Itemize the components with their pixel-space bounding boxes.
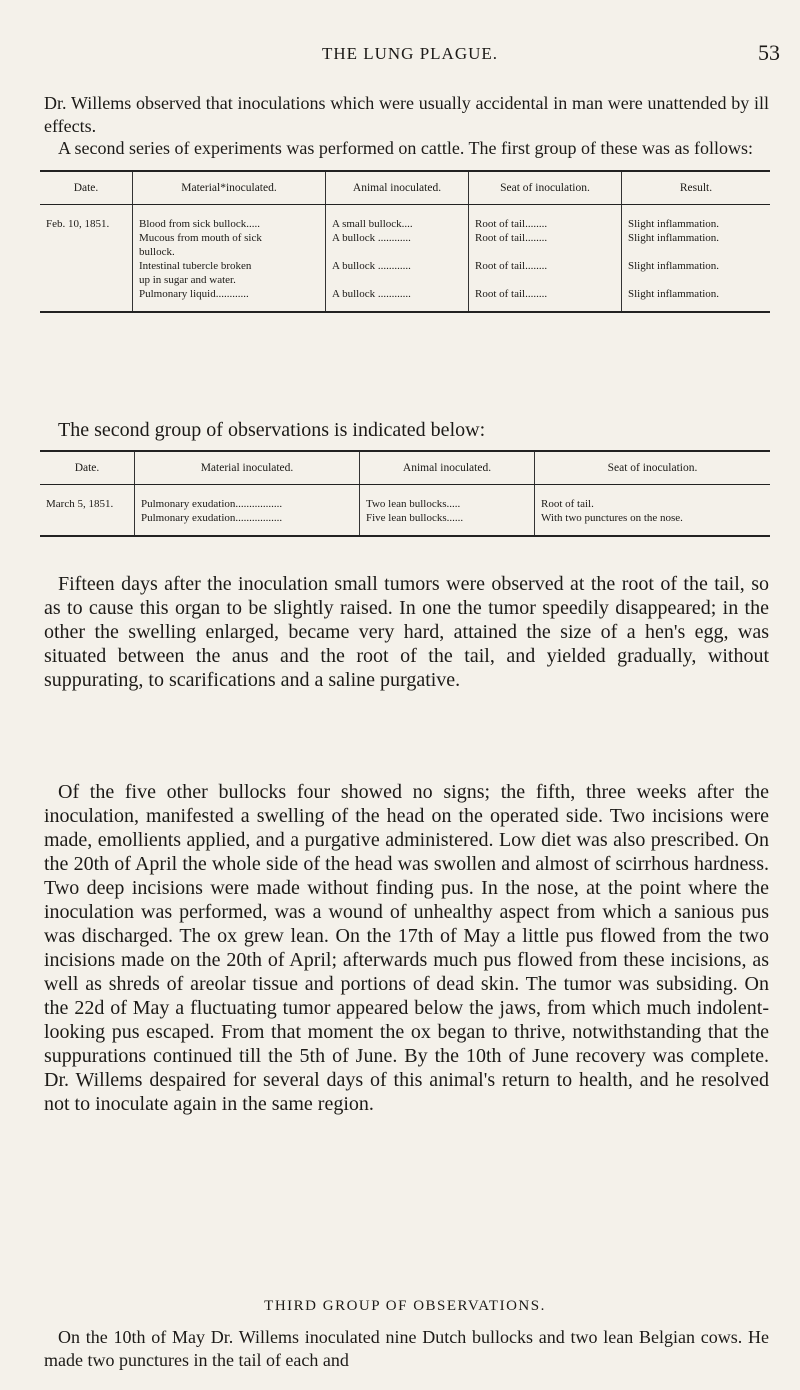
date-value: March 5, 1851. [46, 498, 114, 510]
seat-value: Root of tail........ [475, 218, 548, 230]
column-header-date: Date. [40, 451, 135, 485]
animal-value: Two lean bullocks..... [366, 498, 461, 510]
running-title: THE LUNG PLAGUE. [321, 44, 499, 63]
spacer [332, 273, 462, 287]
animal-value: A bullock ............ [332, 260, 411, 272]
material-value-continued: bullock. [139, 246, 175, 258]
material-value: Mucous from mouth of sick [139, 232, 262, 244]
column-header-animal: Animal inoculated. [360, 451, 535, 485]
paragraph-five-bullocks: Of the five other bullocks four showed no signs; the fifth, three weeks after the inoculation, manifested a swelling of the head on the operated side. Two incisions were made, emollients applied, and a purgative administered. Low diet was also prescribed. On the 20th of April the whole side of the head was swollen and almost of scirrhous hardness. Two deep incisions were made without finding pus. In the nose, at the point where the inoculation was performed, was a wound of unhealthy aspect from which a sanious pus was discharged. The ox grew lean. On the 17th of May a little pus flowed from the two incisions made on the 20th of April; afterwards much pus flowed from these incisions, as well as shreds of areolar tissue and portions of dead skin. The tumor was subsiding. On the 22d of May a fluctuating tumor appeared below the jaws, from which much indolent-looking pus escaped. From that moment the ox began to thrive, notwithstanding that the suppurations continued till the 5th of June. By the 10th of June recovery was complete. Dr. Willems despaired for several days of this animal's return to health, and he resolved not to inoculate again in the same region. [44, 781, 769, 1115]
spacer [475, 273, 615, 287]
date-cell [40, 485, 135, 537]
section-heading-third-group: THIRD GROUP OF OBSERVATIONS. [264, 1298, 546, 1314]
column-header-result: Result. [622, 171, 771, 205]
result-value: Slight inflammation. [628, 288, 720, 300]
paragraph-intro: Dr. Willems observed that inoculations which were usually accidental in man were unattended by ill effects. [44, 93, 769, 136]
paragraph-third-group: On the 10th of May Dr. Willems inoculated nine Dutch bullocks and two lean Belgian cows. He made two punctures in the tail of each and [44, 1327, 769, 1370]
column-header-material: Material*inoculated. [133, 171, 326, 205]
material-value-continued: up in sugar and water. [139, 274, 236, 286]
spacer [628, 273, 764, 287]
material-cell [135, 485, 360, 537]
animal-value: A bullock ............ [332, 288, 411, 300]
table-row [40, 485, 770, 537]
material-value: Pulmonary exudation................. [141, 512, 283, 524]
seat-value: With two punctures on the nose. [541, 512, 683, 524]
material-value: Pulmonary liquid............ [139, 288, 249, 300]
material-cell [133, 205, 326, 313]
paragraph-second-group: The second group of observations is indicated below: [58, 419, 486, 441]
spacer [332, 245, 462, 259]
column-header-seat: Seat of inoculation. [535, 451, 771, 485]
result-value: Slight inflammation. [628, 232, 720, 244]
second-group-table [40, 450, 770, 537]
seat-value: Root of tail........ [475, 260, 548, 272]
paragraph-second-series: A second series of experiments was performed on cattle. The first group of these was as follows: [58, 138, 753, 158]
column-header-seat: Seat of inoculation. [469, 171, 622, 205]
animal-cell [326, 205, 469, 313]
date-value: Feb. 10, 1851. [46, 218, 110, 230]
table-header-row [40, 451, 770, 485]
seat-cell [469, 205, 622, 313]
first-group-table [40, 170, 770, 313]
table-row [40, 205, 770, 313]
result-cell [622, 205, 771, 313]
animal-cell [360, 485, 535, 537]
spacer [475, 245, 615, 259]
page-number: 53 [758, 40, 780, 65]
date-cell [40, 205, 133, 313]
column-header-animal: Animal inoculated. [326, 171, 469, 205]
material-value: Blood from sick bullock..... [139, 218, 260, 230]
seat-value: Root of tail........ [475, 232, 548, 244]
table-header-row [40, 171, 770, 205]
material-value: Pulmonary exudation................. [141, 498, 283, 510]
seat-value: Root of tail........ [475, 288, 548, 300]
spacer [628, 245, 764, 259]
page-header [40, 40, 780, 70]
seat-cell [535, 485, 771, 537]
material-value: Intestinal tubercle broken [139, 260, 252, 272]
column-header-date: Date. [40, 171, 133, 205]
animal-value: A small bullock.... [332, 218, 413, 230]
result-value: Slight inflammation. [628, 260, 720, 272]
paragraph-fifteen-days: Fifteen days after the inoculation small tumors were observed at the root of the tail, so as to cause this organ to be slightly raised. In one the tumor speedily disappeared; in the other the swelling enlarged, became very hard, attained the size of a hen's egg, was situated between the anus and the root of the tail, and yielded gradually, without suppurating, to scarifications and a saline purgative. [44, 573, 769, 691]
column-header-material: Material inoculated. [135, 451, 360, 485]
result-value: Slight inflammation. [628, 218, 720, 230]
animal-value: A bullock ............ [332, 232, 411, 244]
animal-value: Five lean bullocks...... [366, 512, 464, 524]
seat-value: Root of tail. [541, 498, 594, 510]
